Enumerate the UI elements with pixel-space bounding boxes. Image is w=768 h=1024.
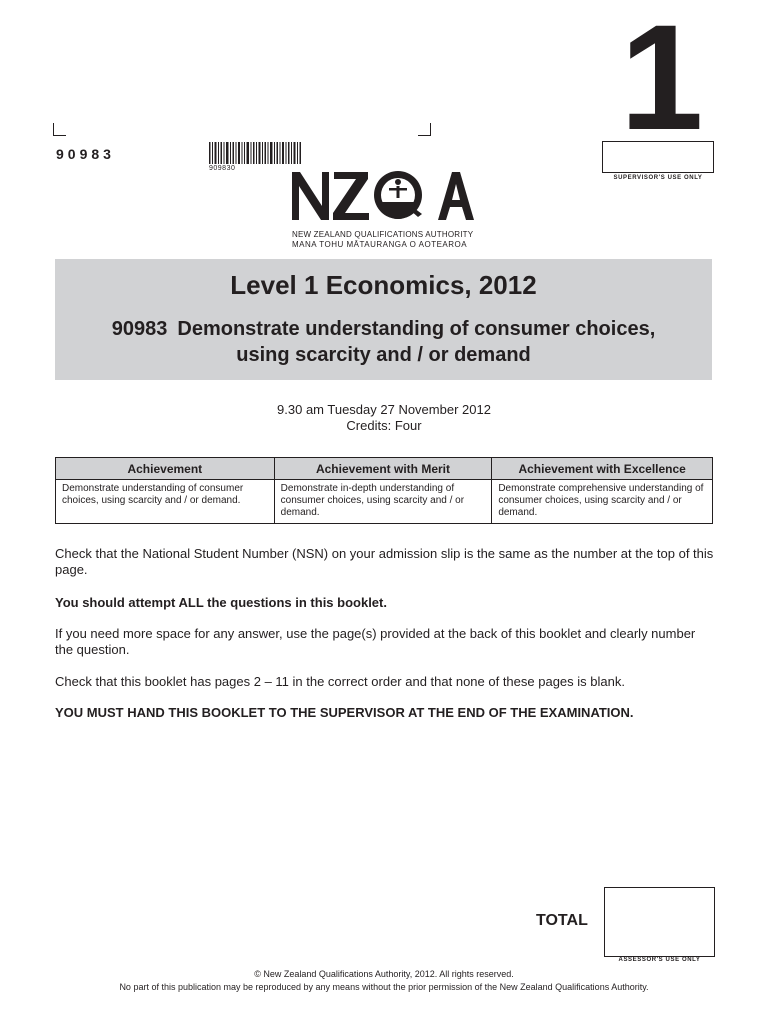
exam-datetime: 9.30 am Tuesday 27 November 2012 bbox=[277, 402, 491, 417]
level-number: 1 bbox=[620, 0, 700, 161]
copyright-notice: © New Zealand Qualifications Authority, 2012. All rights reserved. bbox=[254, 969, 514, 979]
standard-title-text1: Demonstrate understanding of consumer choices, bbox=[177, 318, 656, 340]
instruction-check-pages: Check that this booklet has pages 2 – 11 in the correct order and that none of these pages is blank. bbox=[55, 674, 625, 689]
barcode bbox=[209, 142, 301, 164]
cell-achievement: Demonstrate understanding of consumer choices, using scarcity and / or demand. bbox=[56, 480, 275, 524]
crop-mark-left bbox=[53, 123, 66, 136]
org-name-maori: MANA TOHU MĀTAURANGA O AOTEAROA bbox=[292, 240, 468, 249]
header-excellence: Achievement with Excellence bbox=[492, 458, 713, 480]
reproduction-notice: No part of this publication may be reproduced by any means without the prior permission of the New Zealand Qualifications Authority. bbox=[119, 982, 649, 992]
cell-merit: Demonstrate in-depth understanding of consumer choices, using scarcity and / or demand. bbox=[274, 480, 492, 524]
supervisor-label: SUPERVISOR'S USE ONLY bbox=[613, 175, 703, 181]
crop-mark-right bbox=[418, 123, 431, 136]
achievement-criteria-table bbox=[55, 457, 713, 524]
barcode-number: 909830 bbox=[209, 165, 236, 172]
table-header-row bbox=[56, 458, 713, 480]
supervisor-box bbox=[602, 141, 714, 173]
instruction-hand-in: YOU MUST HAND THIS BOOKLET TO THE SUPERVISOR AT THE END OF THE EXAMINATION. bbox=[55, 705, 634, 720]
total-label: TOTAL bbox=[536, 912, 588, 929]
standard-code: 90983 bbox=[56, 146, 115, 162]
assessor-label: ASSESSOR'S USE ONLY bbox=[618, 957, 701, 963]
exam-title: Level 1 Economics, 2012 bbox=[230, 270, 537, 300]
header-achievement: Achievement bbox=[56, 458, 275, 480]
cell-excellence: Demonstrate comprehensive understanding of consumer choices, using scarcity and / or demand. bbox=[492, 480, 713, 524]
standard-title-line2: using scarcity and / or demand bbox=[236, 344, 531, 366]
table-row bbox=[56, 480, 713, 524]
instruction-more-space: If you need more space for any answer, use the page(s) provided at the back of this booklet and clearly number the question. bbox=[55, 626, 696, 657]
header-merit: Achievement with Merit bbox=[274, 458, 492, 480]
nzqa-logo bbox=[290, 168, 480, 222]
title-banner bbox=[55, 259, 712, 380]
instruction-attempt-all: You should attempt ALL the questions in this booklet. bbox=[55, 595, 387, 610]
standard-title-line1 bbox=[55, 316, 712, 342]
assessor-box bbox=[604, 887, 715, 957]
org-name-english: NEW ZEALAND QUALIFICATIONS AUTHORITY bbox=[292, 230, 474, 239]
instruction-nsn: Check that the National Student Number (NSN) on your admission slip is the same as the number at the top of this page. bbox=[55, 546, 714, 577]
standard-number: 90983 bbox=[111, 318, 168, 340]
standard-title bbox=[55, 316, 712, 368]
exam-credits: Credits: Four bbox=[346, 418, 422, 433]
